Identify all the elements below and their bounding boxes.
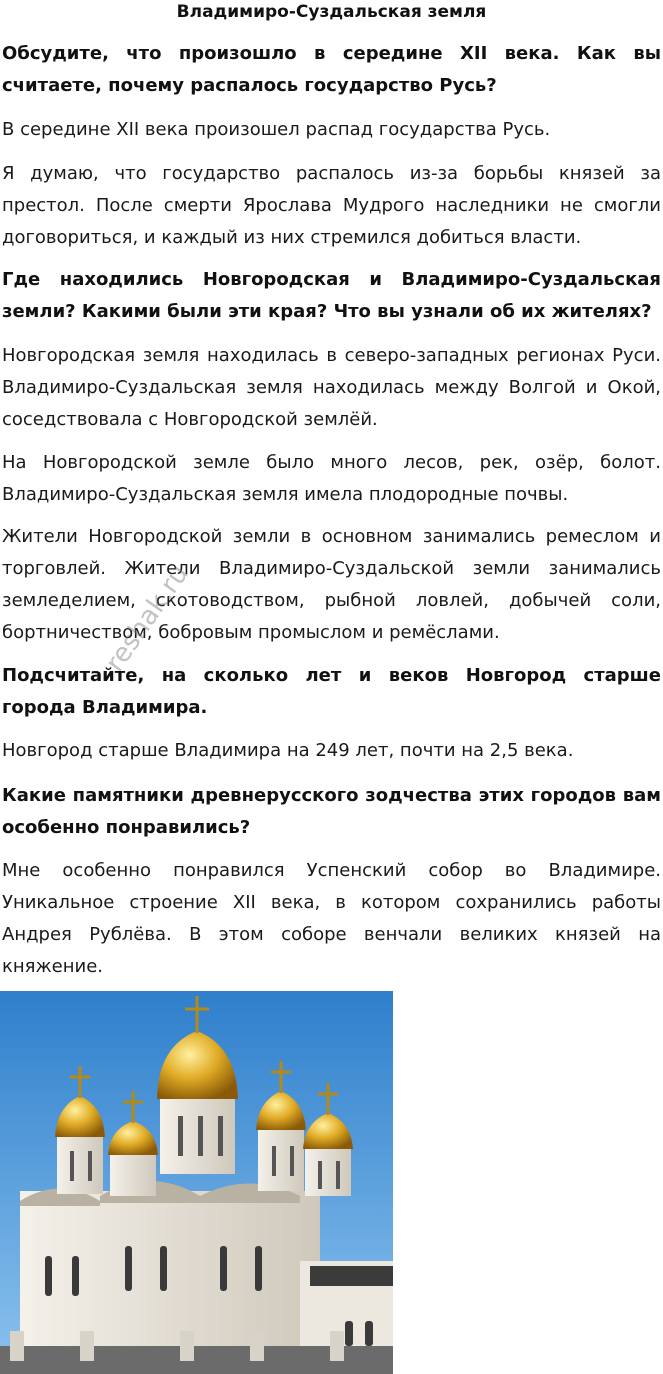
watermark: reshak.ru bbox=[100, 559, 195, 678]
answer-7: Мне особенно понравился Успенский собор во Владимире. Уникальное строение XII века, в котором сохранились работы Андрея Рублёва. В этом соборе венчали великих князей на княжение. bbox=[2, 860, 661, 977]
answer-4: На Новгородской земле было много лесов, рек, озёр, болот. Владимиро-Суздальская земля имела плодородные почвы. bbox=[2, 452, 661, 505]
cathedral-photo bbox=[0, 991, 393, 1374]
page-title: Владимиро-Суздальская земля bbox=[176, 2, 487, 22]
question-3: Подсчитайте, на сколько лет и веков Новгород старше города Владимира. bbox=[2, 665, 661, 718]
answer-1: В середине XII века произошел распад государства Русь. bbox=[2, 119, 551, 140]
question-1: Обсудите, что произошло в середине XII века. Как вы считаете, почему распалось государство Русь? bbox=[2, 43, 661, 96]
answer-2: Я думаю, что государство распалось из-за борьбы князей за престол. После смерти Ярослава Мудрого наследники не смогли договориться, и каждый из них стремился добиться власти. bbox=[2, 163, 661, 248]
question-4: Какие памятники древнерусского зодчества этих городов вам особенно понравились? bbox=[2, 785, 661, 838]
answer-5: Жители Новгородской земли в основном занимались ремеслом и торговлей. Жители Владимиро-Суздальской земли занимались земледелием, скотоводством, рыбной ловлей, добычей соли, бортничеством, бобровым промыслом и ремёслами. bbox=[2, 526, 661, 643]
question-2: Где находились Новгородская и Владимиро-Суздальская земли? Какими были эти края? Что вы узнали об их жителях? bbox=[2, 269, 661, 322]
answer-6: Новгород старше Владимира на 249 лет, почти на 2,5 века. bbox=[2, 740, 574, 761]
answer-3: Новгородская земля находилась в северо-западных регионах Руси. Владимиро-Суздальская земля находилась между Волгой и Окой, соседствовала с Новгородской землёй. bbox=[2, 345, 661, 430]
